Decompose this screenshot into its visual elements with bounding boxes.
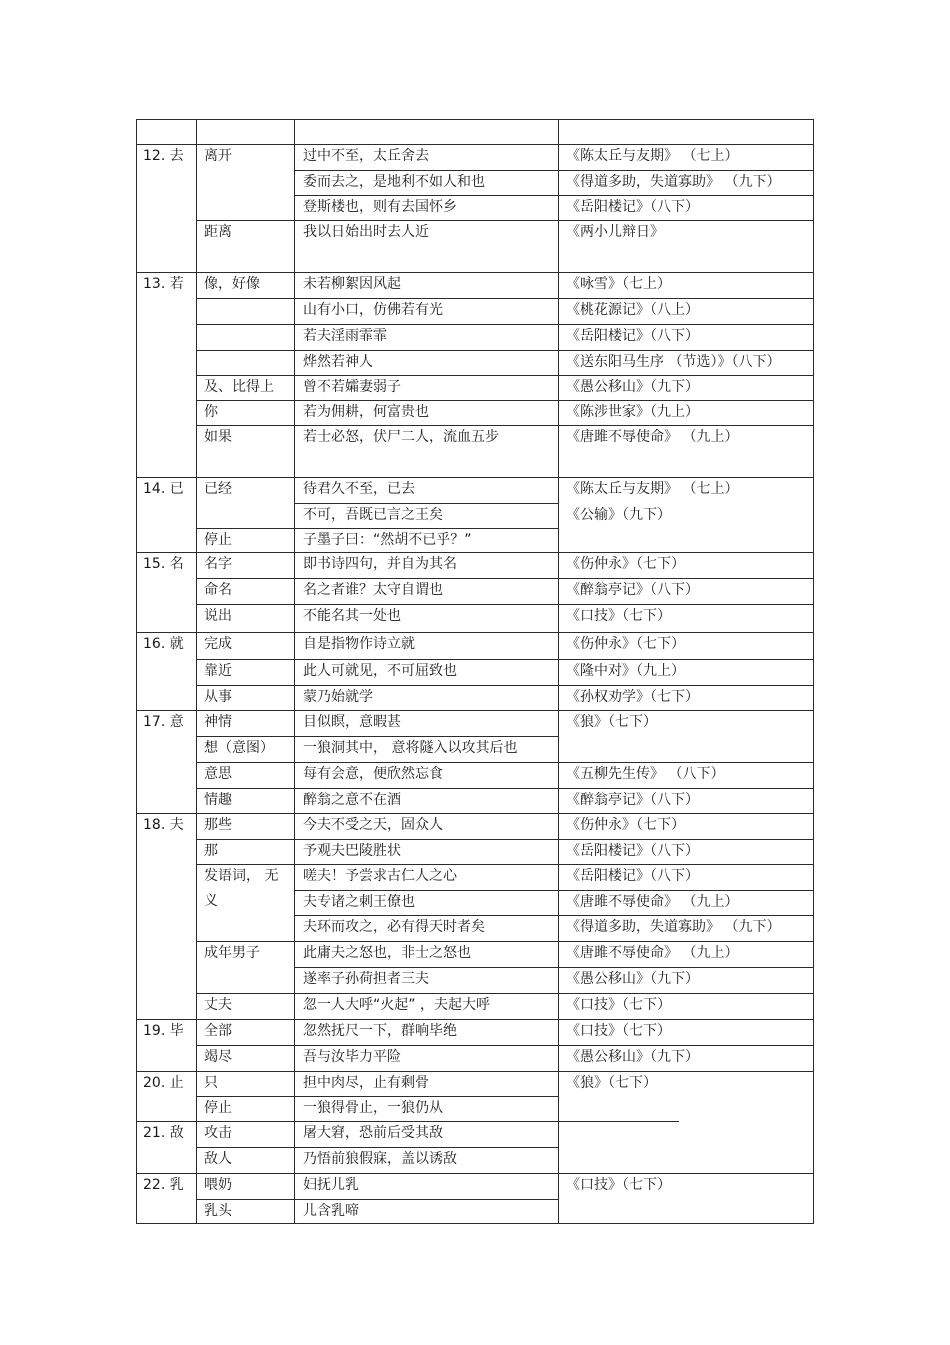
sense-meaning: 喂奶: [204, 1177, 232, 1193]
example-source: 《狼》（七下）: [566, 1075, 657, 1091]
sense-meaning: 如果: [204, 429, 232, 445]
entry-word: 17. 意: [143, 714, 184, 730]
sense-meaning: 你: [204, 404, 218, 420]
example-sentence: 委而去之，是地利不如人和也: [303, 174, 485, 190]
example-sentence: 妇抚儿乳: [303, 1177, 359, 1193]
example-source: 《口技》（七下）: [566, 1023, 671, 1039]
sense-meaning: 意思: [204, 766, 232, 782]
example-sentence: 吾与汝毕力平险: [303, 1049, 401, 1065]
example-sentence: 醉翁之意不在酒: [303, 792, 401, 808]
example-sentence: 若士必怒，伏尸二人，流血五步: [303, 429, 499, 445]
example-sentence: 夫环而攻之，必有得天时者矣: [303, 919, 485, 935]
example-sentence: 担中肉尽，止有剩骨: [303, 1075, 429, 1091]
example-sentence: 名之者谁？太守自谓也: [303, 582, 443, 598]
example-source: 《口技》（七下）: [566, 608, 671, 624]
example-sentence: 自是指物作诗立就: [303, 636, 415, 652]
example-source: 《愚公移山》（九下）: [566, 379, 699, 395]
example-sentence: 一狼洞其中， 意将隧入以攻其后也: [303, 740, 518, 756]
example-source: 《唐雎不辱使命》 （九上）: [566, 429, 739, 445]
example-source: 《伤仲永》（七下）: [566, 556, 685, 572]
sense-meaning: 想（意图）: [204, 740, 274, 756]
example-source: 《公输》（九下）: [566, 507, 671, 523]
example-sentence: 山有小口，仿佛若有光: [303, 302, 443, 318]
example-sentence: 每有会意，便欣然忘食: [303, 766, 443, 782]
example-source: 《唐雎不辱使命》 （九上）: [566, 945, 739, 961]
example-source: 《岳阳楼记》（八下）: [566, 328, 699, 344]
example-sentence: 一狼得骨止，一狼仍从: [303, 1100, 443, 1116]
example-sentence: 蒙乃始就学: [303, 689, 373, 705]
example-source: 《岳阳楼记》（八下）: [566, 843, 699, 859]
example-source: 《得道多助，失道寡助》 （九下）: [566, 174, 781, 190]
entry-word: 12. 去: [143, 148, 184, 164]
example-source: 《岳阳楼记》（八下）: [566, 199, 699, 215]
example-source: 《桃花源记》（八上）: [566, 302, 699, 318]
example-sentence: 忽一人大呼“火起” ，夫起大呼: [303, 997, 490, 1013]
sense-meaning: 那些: [204, 817, 232, 833]
sense-meaning: 全部: [204, 1023, 232, 1039]
entry-word: 22. 乳: [143, 1177, 184, 1193]
example-source: 《两小儿辩日》: [566, 224, 664, 240]
sense-meaning: 名字: [204, 556, 232, 572]
example-source: 《送东阳马生序 （节选）》（八下）: [566, 354, 781, 370]
example-source: 《愚公移山》（九下）: [566, 971, 699, 987]
example-source: 《口技》（七下）: [566, 1177, 671, 1193]
example-sentence: 曾不若孀妻弱子: [303, 379, 401, 395]
sense-meaning: 神情: [204, 714, 232, 730]
example-source: 《愚公移山》（九下）: [566, 1049, 699, 1065]
example-source: 《唐雎不辱使命》 （九上）: [566, 894, 739, 910]
example-source: 《陈太丘与友期》 （七上）: [566, 148, 739, 164]
sense-meaning: 竭尽: [204, 1049, 232, 1065]
example-sentence: 乃悟前狼假寐，盖以诱敌: [303, 1151, 457, 1167]
example-sentence: 夫专诸之刺王僚也: [303, 894, 415, 910]
example-sentence: 嗟夫！予尝求古仁人之心: [303, 868, 457, 884]
example-sentence: 今夫不受之天，固众人: [303, 817, 443, 833]
entry-word: 18. 夫: [143, 817, 184, 833]
example-sentence: 儿含乳啼: [303, 1203, 359, 1219]
example-sentence: 不能名其一处也: [303, 608, 401, 624]
sense-meaning: 丈夫: [204, 997, 232, 1013]
example-source: 《口技》（七下）: [566, 997, 671, 1013]
entry-word: 15. 名: [143, 556, 184, 572]
example-sentence: 烨然若神人: [303, 354, 373, 370]
example-source: 《狼》（七下）: [566, 714, 657, 730]
example-source: 《孙权劝学》（七下）: [566, 689, 699, 705]
example-sentence: 未若柳絮因风起: [303, 276, 401, 292]
sense-meaning: 敌人: [204, 1151, 232, 1167]
example-sentence: 若为佣耕，何富贵也: [303, 404, 429, 420]
sense-meaning: 完成: [204, 636, 232, 652]
example-sentence: 此庸夫之怒也，非士之怒也: [303, 945, 471, 961]
example-source: 《醉翁亭记》（八下）: [566, 792, 699, 808]
example-source: 《岳阳楼记》（八下）: [566, 868, 699, 884]
entry-word: 20. 止: [143, 1075, 184, 1091]
sense-meaning: 命名: [204, 582, 232, 598]
example-source: 《伤仲永》（七下）: [566, 817, 685, 833]
example-source: 《咏雪》（七上）: [566, 276, 671, 292]
example-sentence: 若夫淫雨霏霏: [303, 328, 387, 344]
sense-meaning: 成年男子: [204, 945, 260, 961]
sense-meaning: 情趣: [204, 792, 232, 808]
sense-meaning: 发语词， 无义: [204, 868, 279, 909]
example-source: 《陈涉世家》（九上）: [566, 404, 699, 420]
example-source: 《醉翁亭记》（八下）: [566, 582, 699, 598]
sense-meaning: 停止: [204, 532, 232, 548]
entry-word: 14. 已: [143, 481, 184, 497]
example-sentence: 目似瞑，意暇甚: [303, 714, 401, 730]
example-sentence: 遂率子孙荷担者三夫: [303, 971, 429, 987]
example-source: 《伤仲永》（七下）: [566, 636, 685, 652]
sense-meaning: 已经: [204, 481, 232, 497]
sense-meaning: 从事: [204, 689, 232, 705]
sense-meaning: 说出: [204, 608, 232, 624]
example-source: 《陈太丘与友期》 （七上）: [566, 481, 739, 497]
example-sentence: 屠大窘，恐前后受其敌: [303, 1125, 443, 1141]
sense-meaning: 只: [204, 1075, 218, 1091]
sense-meaning: 及、比得上: [204, 379, 274, 395]
sense-meaning: 那: [204, 843, 218, 859]
sense-meaning: 乳头: [204, 1203, 232, 1219]
example-sentence: 不可，吾既已言之王矣: [303, 507, 443, 523]
example-sentence: 即书诗四句，并自为其名: [303, 556, 457, 572]
example-sentence: 予观夫巴陵胜状: [303, 843, 401, 859]
sense-meaning: 距离: [204, 224, 232, 240]
example-sentence: 过中不至，太丘舍去: [303, 148, 429, 164]
example-sentence: 此人可就见，不可屈致也: [303, 663, 457, 679]
entry-word: 16. 就: [143, 636, 184, 652]
sense-meaning: 离开: [204, 148, 232, 164]
sense-meaning: 攻击: [204, 1125, 232, 1141]
entry-word: 13. 若: [143, 276, 184, 292]
sense-meaning: 停止: [204, 1100, 232, 1116]
example-sentence: 待君久不至，已去: [303, 481, 415, 497]
example-source: 《得道多助，失道寡助》 （九下）: [566, 919, 781, 935]
example-source: 《五柳先生传》 （八下）: [566, 766, 725, 782]
example-source: 《隆中对》（九上）: [566, 663, 685, 679]
example-sentence: 忽然抚尺一下，群响毕绝: [303, 1023, 457, 1039]
entry-word: 19. 毕: [143, 1023, 184, 1039]
example-sentence: 子墨子曰：“然胡不已乎？”: [303, 532, 472, 548]
example-sentence: 登斯楼也，则有去国怀乡: [303, 199, 457, 215]
entry-word: 21. 敌: [143, 1125, 184, 1141]
sense-meaning: 像，好像: [204, 276, 260, 292]
sense-meaning: 靠近: [204, 663, 232, 679]
example-sentence: 我以日始出时去人近: [303, 224, 429, 240]
